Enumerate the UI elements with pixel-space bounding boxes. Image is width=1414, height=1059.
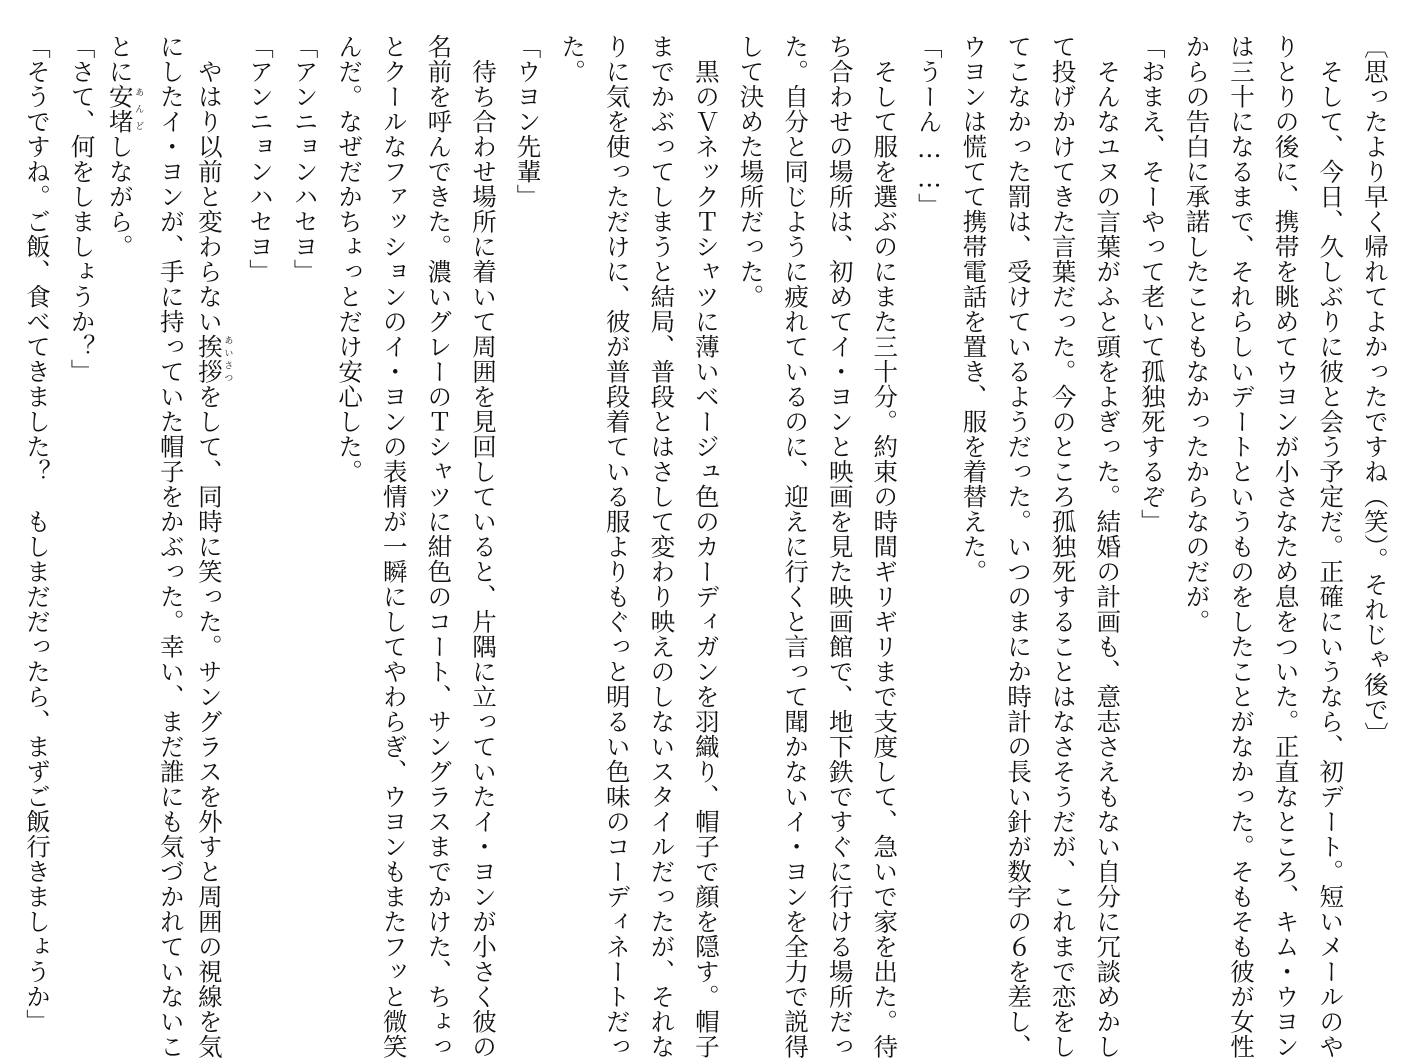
text-line-23: とクールなファッションのイ・ヨンの表情が一瞬にしてやわらぎ、ウヨンもまたフッと微笑 xyxy=(379,34,409,1059)
text-line-14: た。自分と同じように疲れているのに、迎えに行くと言って聞かないイ・ヨンを全力で説得 xyxy=(781,34,811,1059)
text-line-1: 〔思ったより早く帰れてよかったですね（笑）。それじゃ後で〕 xyxy=(1360,34,1390,747)
text-line-28: にしたイ・ヨンが、手に持っていた帽子をかぶった。幸い、まだ誰にも気づかれていないこ xyxy=(156,34,186,1059)
text-line-26: 「アンニョンハセヨ」 xyxy=(245,34,275,284)
text-line-2: そして、今日、久しぶりに彼と会う予定だ。正確にいうなら、初デート。短いメールのや xyxy=(1316,34,1346,1059)
vertical-text-page xyxy=(20,34,1392,1059)
text-line-25: 「アンニョンハセヨ」 xyxy=(290,34,320,284)
text-line-18: りに気を使っただけに、彼が普段着ている服よりもぐっと明るい色味のコーディネートだっ xyxy=(602,34,632,1059)
text-line-11: 「うーん……」 xyxy=(914,34,944,218)
text-line-12: そして服を選ぶのにまた三十分。約束の時間ギリギリまで支度して、急いで家を出た。待 xyxy=(870,34,900,1059)
text-line-29: とに安堵あんどしながら。 xyxy=(105,34,144,259)
text-line-3: りとりの後に、携帯を眺めてウヨンが小さなため息をついた。正直なところ、キム・ウヨン xyxy=(1271,34,1301,1059)
text-line-30: 「さて、何をしましょうか？」 xyxy=(67,34,97,384)
text-line-20: 「ウヨン先輩」 xyxy=(513,34,543,209)
text-line-24: んだ。なぜだかちょっとだけ安心した。 xyxy=(335,34,365,484)
text-line-15: して決めた場所だった。 xyxy=(736,34,766,309)
text-line-27: やはり以前と変わらない挨拶あいさつをして、同時に笑った。サングラスを外すと周囲の視線を気 xyxy=(194,34,233,1059)
ruby-annotation: 安堵あんど xyxy=(105,84,144,134)
text-line-10: ウヨンは慌てて携帯電話を置き、服を着替えた。 xyxy=(959,34,989,584)
text-line-16: 黒のＶネックＴシャツに薄いベージュ色のカーディガンを羽織り、帽子で顔を隠す。帽子 xyxy=(691,34,721,1059)
text-line-9: てこなかった罰は、受けているようだった。いつのまにか時計の長い針が数字の６を差し、 xyxy=(1004,34,1034,1059)
ruby-reading: あんど xyxy=(133,84,144,134)
text-line-8: て投げかけてきた言葉だった。今のところ孤独死することはなさそうだが、これまで恋をし xyxy=(1048,34,1078,1059)
text-line-22: 名前を呼んできた。濃いグレーのＴシャツに紺色のコート、サングラスまでかけた、ちょっ xyxy=(424,34,454,1059)
text-line-31: 「そうですね。ご飯、食べてきました？ もしまだだったら、まずご飯行きましょうか」 xyxy=(23,34,52,1034)
ruby-annotation: 挨拶あいさつ xyxy=(194,334,233,384)
text-line-17: までかぶってしまうと結局、普段とはさして変わり映えのしないスタイルだったが、それな xyxy=(647,34,677,1059)
text-line-6: 「おまえ、そーやって老いて孤独死するぞ」 xyxy=(1137,34,1167,534)
text-line-21: 待ち合わせ場所に着いて周囲を見回していると、片隅に立っていたイ・ヨンが小さく彼の xyxy=(468,34,498,1059)
text-line-4: は三十になるまで、それらしいデートというものをしたことがなかった。そもそも彼が女性 xyxy=(1227,34,1257,1059)
text-line-19: た。 xyxy=(558,34,588,84)
ruby-reading: あいさつ xyxy=(222,334,233,384)
text-line-5: からの告白に承諾したこともなかったからなのだが。 xyxy=(1182,34,1212,634)
text-line-7: そんなユヌの言葉がふと頭をよぎった。結婚の計画も、意志さえもない自分に冗談めかし xyxy=(1093,34,1123,1059)
text-line-13: ち合わせの場所は、初めてイ・ヨンと映画を見た映画館で、地下鉄ですぐに行ける場所だっ xyxy=(825,34,855,1059)
